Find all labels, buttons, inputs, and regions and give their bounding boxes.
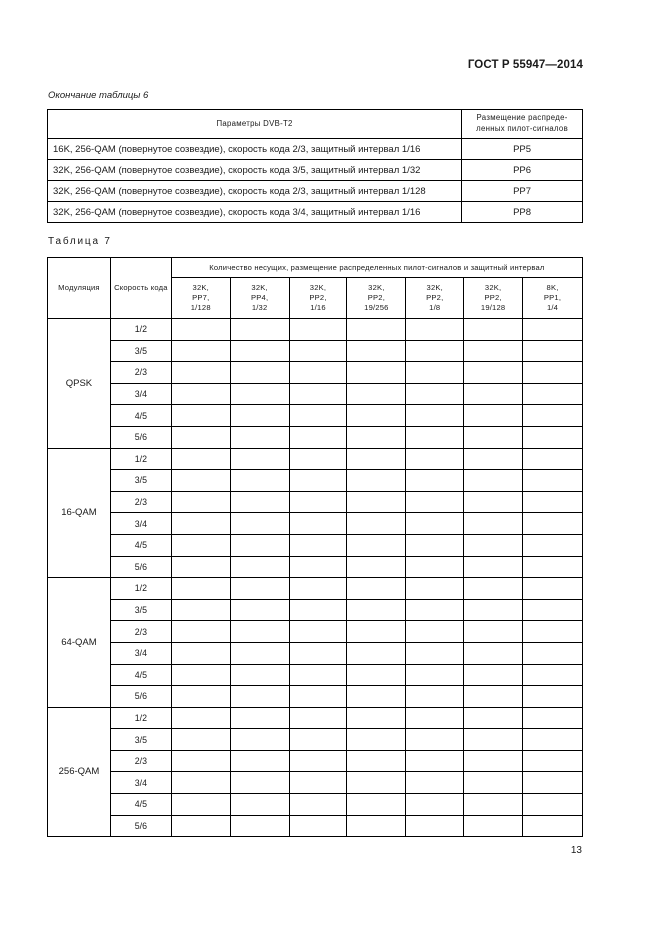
table-row xyxy=(48,578,583,600)
empty-cell xyxy=(171,534,230,556)
modulation-cell: 16-QAM xyxy=(48,448,111,578)
empty-cell xyxy=(406,405,464,427)
code-rate-cell: 3/5 xyxy=(110,470,171,492)
empty-cell xyxy=(406,772,464,794)
subheader-line: 32K, xyxy=(309,283,327,293)
table6-pilot-cell: PP8 xyxy=(462,202,583,223)
table6-header-params: Параметры DVB-T2 xyxy=(48,110,462,139)
empty-cell xyxy=(289,556,347,578)
empty-cell xyxy=(171,405,230,427)
empty-cell xyxy=(406,513,464,535)
empty-cell xyxy=(230,794,289,816)
subheader-line: 1/128 xyxy=(190,302,211,312)
code-rate-cell: 3/5 xyxy=(110,340,171,362)
empty-cell xyxy=(289,470,347,492)
code-rate-cell: 3/5 xyxy=(110,729,171,751)
table-row xyxy=(48,642,583,664)
table7-subheader xyxy=(523,278,583,319)
table6-header-pilot: Размещение распреде-ленных пилот-сигналов xyxy=(462,110,583,139)
code-rate-cell: 1/2 xyxy=(110,319,171,341)
empty-cell xyxy=(230,319,289,341)
empty-cell xyxy=(347,642,406,664)
empty-cell xyxy=(523,470,583,492)
empty-cell xyxy=(464,513,523,535)
table7-subheader xyxy=(230,278,289,319)
empty-cell xyxy=(464,448,523,470)
empty-cell xyxy=(464,426,523,448)
code-rate-cell: 2/3 xyxy=(110,491,171,513)
empty-cell xyxy=(406,556,464,578)
empty-cell xyxy=(523,534,583,556)
table-row xyxy=(48,707,583,729)
code-rate-cell: 5/6 xyxy=(110,686,171,708)
empty-cell xyxy=(171,815,230,837)
empty-cell xyxy=(289,599,347,621)
code-rate-cell: 5/6 xyxy=(110,556,171,578)
subheader-line: 1/32 xyxy=(251,302,268,312)
empty-cell xyxy=(230,340,289,362)
empty-cell xyxy=(171,686,230,708)
empty-cell xyxy=(347,513,406,535)
empty-cell xyxy=(347,815,406,837)
empty-cell xyxy=(230,448,289,470)
empty-cell xyxy=(289,642,347,664)
empty-cell xyxy=(464,621,523,643)
subheader-line: PP7, xyxy=(192,293,210,303)
code-rate-cell: 5/6 xyxy=(110,426,171,448)
empty-cell xyxy=(171,750,230,772)
empty-cell xyxy=(523,340,583,362)
modulation-cell: QPSK xyxy=(48,319,111,449)
empty-cell xyxy=(347,686,406,708)
empty-cell xyxy=(171,513,230,535)
empty-cell xyxy=(523,642,583,664)
empty-cell xyxy=(289,340,347,362)
code-rate-cell: 5/6 xyxy=(110,815,171,837)
empty-cell xyxy=(171,578,230,600)
empty-cell xyxy=(523,729,583,751)
table-row xyxy=(48,383,583,405)
empty-cell xyxy=(406,707,464,729)
empty-cell xyxy=(523,794,583,816)
table-row xyxy=(48,513,583,535)
empty-cell xyxy=(347,340,406,362)
empty-cell xyxy=(406,426,464,448)
document-code: ГОСТ Р 55947—2014 xyxy=(467,59,583,71)
empty-cell xyxy=(464,815,523,837)
table6-param-cell: 32K, 256-QAM (повернутое созвездие), скорость кода 2/3, защитный интервал 1/128 xyxy=(48,181,462,202)
code-rate-cell: 2/3 xyxy=(110,362,171,384)
empty-cell xyxy=(289,383,347,405)
code-rate-cell: 2/3 xyxy=(110,621,171,643)
empty-cell xyxy=(523,319,583,341)
subheader-line: 32K, xyxy=(484,283,502,293)
empty-cell xyxy=(289,513,347,535)
empty-cell xyxy=(464,772,523,794)
empty-cell xyxy=(171,729,230,751)
empty-cell xyxy=(171,599,230,621)
table-7 xyxy=(47,257,583,837)
empty-cell xyxy=(230,707,289,729)
empty-cell xyxy=(171,426,230,448)
empty-cell xyxy=(230,426,289,448)
table-row xyxy=(48,664,583,686)
table-row xyxy=(48,426,583,448)
empty-cell xyxy=(171,707,230,729)
table7-subheader xyxy=(347,278,406,319)
empty-cell xyxy=(406,794,464,816)
empty-cell xyxy=(230,599,289,621)
empty-cell xyxy=(523,383,583,405)
empty-cell xyxy=(406,319,464,341)
table7-header-group: Количество несущих, размещение распределенных пилот-сигналов и защитный интервал xyxy=(171,258,582,278)
empty-cell xyxy=(289,426,347,448)
empty-cell xyxy=(406,491,464,513)
empty-cell xyxy=(230,405,289,427)
empty-cell xyxy=(230,578,289,600)
empty-cell xyxy=(464,556,523,578)
empty-cell xyxy=(171,556,230,578)
empty-cell xyxy=(171,340,230,362)
subheader-line: 8K, xyxy=(546,283,559,293)
empty-cell xyxy=(171,448,230,470)
empty-cell xyxy=(289,794,347,816)
table6-pilot-cell: PP7 xyxy=(462,181,583,202)
empty-cell xyxy=(523,707,583,729)
empty-cell xyxy=(230,362,289,384)
table-row xyxy=(48,491,583,513)
table-row xyxy=(48,181,583,202)
subheader-line: PP2, xyxy=(367,293,385,303)
table6-pilot-cell: PP6 xyxy=(462,160,583,181)
code-rate-cell: 4/5 xyxy=(110,534,171,556)
empty-cell xyxy=(523,448,583,470)
table-row xyxy=(48,160,583,181)
empty-cell xyxy=(347,750,406,772)
table-6 xyxy=(47,109,583,223)
empty-cell xyxy=(464,686,523,708)
empty-cell xyxy=(347,491,406,513)
empty-cell xyxy=(347,426,406,448)
empty-cell xyxy=(347,362,406,384)
table6-pilot-cell: PP5 xyxy=(462,139,583,160)
table-row xyxy=(48,815,583,837)
empty-cell xyxy=(347,794,406,816)
empty-cell xyxy=(523,405,583,427)
empty-cell xyxy=(406,448,464,470)
empty-cell xyxy=(464,491,523,513)
subheader-line: 32K, xyxy=(426,283,443,293)
table7-subheader xyxy=(171,278,230,319)
empty-cell xyxy=(347,470,406,492)
subheader-line: 1/4 xyxy=(546,302,559,312)
table-row xyxy=(48,448,583,470)
empty-cell xyxy=(464,578,523,600)
empty-cell xyxy=(230,815,289,837)
empty-cell xyxy=(171,621,230,643)
empty-cell xyxy=(523,426,583,448)
empty-cell xyxy=(406,578,464,600)
table-row xyxy=(48,470,583,492)
table-row xyxy=(48,621,583,643)
empty-cell xyxy=(347,772,406,794)
empty-cell xyxy=(347,383,406,405)
empty-cell xyxy=(171,772,230,794)
empty-cell xyxy=(406,815,464,837)
empty-cell xyxy=(523,750,583,772)
empty-cell xyxy=(171,642,230,664)
empty-cell xyxy=(406,642,464,664)
empty-cell xyxy=(289,772,347,794)
empty-cell xyxy=(230,772,289,794)
empty-cell xyxy=(464,319,523,341)
code-rate-cell: 4/5 xyxy=(110,405,171,427)
subheader-line: PP2, xyxy=(426,293,444,303)
table7-subheader xyxy=(289,278,347,319)
empty-cell xyxy=(464,664,523,686)
empty-cell xyxy=(347,707,406,729)
empty-cell xyxy=(464,405,523,427)
empty-cell xyxy=(289,319,347,341)
empty-cell xyxy=(289,729,347,751)
empty-cell xyxy=(171,491,230,513)
empty-cell xyxy=(171,319,230,341)
table7-caption: Таблица 7 xyxy=(48,236,112,247)
empty-cell xyxy=(523,772,583,794)
empty-cell xyxy=(523,664,583,686)
empty-cell xyxy=(347,319,406,341)
code-rate-cell: 1/2 xyxy=(110,448,171,470)
empty-cell xyxy=(464,642,523,664)
empty-cell xyxy=(406,729,464,751)
empty-cell xyxy=(406,362,464,384)
code-rate-cell: 1/2 xyxy=(110,578,171,600)
empty-cell xyxy=(347,578,406,600)
empty-cell xyxy=(406,340,464,362)
empty-cell xyxy=(347,664,406,686)
table-row xyxy=(48,534,583,556)
empty-cell xyxy=(289,621,347,643)
subheader-line: PP2, xyxy=(309,293,327,303)
subheader-line: PP4, xyxy=(251,293,269,303)
empty-cell xyxy=(230,750,289,772)
empty-cell xyxy=(523,556,583,578)
subheader-line: 32K, xyxy=(192,283,209,293)
empty-cell xyxy=(230,556,289,578)
table-row xyxy=(48,202,583,223)
table-row xyxy=(48,405,583,427)
empty-cell xyxy=(347,729,406,751)
empty-cell xyxy=(464,707,523,729)
empty-cell xyxy=(464,534,523,556)
code-rate-cell: 4/5 xyxy=(110,794,171,816)
modulation-cell: 64-QAM xyxy=(48,578,111,708)
empty-cell xyxy=(406,750,464,772)
empty-cell xyxy=(523,599,583,621)
code-rate-cell: 3/4 xyxy=(110,642,171,664)
empty-cell xyxy=(230,686,289,708)
subheader-line: 19/128 xyxy=(480,302,506,312)
empty-cell xyxy=(289,750,347,772)
empty-cell xyxy=(347,534,406,556)
table7-header-code-rate: Скорость кода xyxy=(110,258,171,319)
subheader-line: 32K, xyxy=(368,283,385,293)
empty-cell xyxy=(230,534,289,556)
table-row xyxy=(48,556,583,578)
table-row xyxy=(48,729,583,751)
empty-cell xyxy=(289,664,347,686)
empty-cell xyxy=(171,794,230,816)
table-row xyxy=(48,599,583,621)
empty-cell xyxy=(523,491,583,513)
empty-cell xyxy=(347,599,406,621)
table6-param-cell: 32K, 256-QAM (повернутое созвездие), скорость кода 3/5, защитный интервал 1/32 xyxy=(48,160,462,181)
empty-cell xyxy=(171,362,230,384)
table7-subheader xyxy=(406,278,464,319)
subheader-line: 1/16 xyxy=(310,302,326,312)
empty-cell xyxy=(464,470,523,492)
code-rate-cell: 3/4 xyxy=(110,383,171,405)
table7-header-modulation: Модуляция xyxy=(48,258,111,319)
empty-cell xyxy=(289,707,347,729)
subheader-line: PP1, xyxy=(543,293,562,303)
empty-cell xyxy=(289,362,347,384)
empty-cell xyxy=(464,794,523,816)
empty-cell xyxy=(289,448,347,470)
code-rate-cell: 3/5 xyxy=(110,599,171,621)
empty-cell xyxy=(230,729,289,751)
empty-cell xyxy=(464,729,523,751)
code-rate-cell: 4/5 xyxy=(110,664,171,686)
empty-cell xyxy=(523,513,583,535)
empty-cell xyxy=(289,815,347,837)
code-rate-cell: 2/3 xyxy=(110,750,171,772)
table6-param-cell: 32K, 256-QAM (повернутое созвездие), скорость кода 3/4, защитный интервал 1/16 xyxy=(48,202,462,223)
empty-cell xyxy=(406,534,464,556)
table-row xyxy=(48,750,583,772)
empty-cell xyxy=(464,362,523,384)
empty-cell xyxy=(464,383,523,405)
code-rate-cell: 3/4 xyxy=(110,513,171,535)
empty-cell xyxy=(464,750,523,772)
modulation-cell: 256-QAM xyxy=(48,707,111,837)
empty-cell xyxy=(230,383,289,405)
empty-cell xyxy=(230,470,289,492)
table-row xyxy=(48,772,583,794)
table-row xyxy=(48,139,583,160)
empty-cell xyxy=(347,405,406,427)
table-row xyxy=(48,794,583,816)
empty-cell xyxy=(230,642,289,664)
empty-cell xyxy=(406,470,464,492)
subheader-line: 1/8 xyxy=(429,302,441,312)
empty-cell xyxy=(464,340,523,362)
empty-cell xyxy=(406,599,464,621)
empty-cell xyxy=(230,513,289,535)
empty-cell xyxy=(289,534,347,556)
subheader-line: 32K, xyxy=(251,283,268,293)
empty-cell xyxy=(230,621,289,643)
empty-cell xyxy=(289,686,347,708)
empty-cell xyxy=(230,491,289,513)
table-row xyxy=(48,340,583,362)
empty-cell xyxy=(523,621,583,643)
subheader-line: 19/256 xyxy=(364,302,389,312)
table-row xyxy=(48,686,583,708)
empty-cell xyxy=(230,664,289,686)
empty-cell xyxy=(347,448,406,470)
code-rate-cell: 3/4 xyxy=(110,772,171,794)
empty-cell xyxy=(347,621,406,643)
empty-cell xyxy=(171,470,230,492)
empty-cell xyxy=(289,491,347,513)
empty-cell xyxy=(347,556,406,578)
table-row xyxy=(48,319,583,341)
code-rate-cell: 1/2 xyxy=(110,707,171,729)
table6-param-cell: 16K, 256-QAM (повернутое созвездие), скорость кода 2/3, защитный интервал 1/16 xyxy=(48,139,462,160)
empty-cell xyxy=(523,815,583,837)
empty-cell xyxy=(171,664,230,686)
empty-cell xyxy=(406,383,464,405)
empty-cell xyxy=(406,664,464,686)
empty-cell xyxy=(406,621,464,643)
empty-cell xyxy=(523,686,583,708)
page-number: 13 xyxy=(570,845,582,856)
empty-cell xyxy=(406,686,464,708)
table7-subheader xyxy=(464,278,523,319)
table6-caption: Окончание таблицы 6 xyxy=(48,90,149,101)
empty-cell xyxy=(289,578,347,600)
empty-cell xyxy=(171,383,230,405)
empty-cell xyxy=(289,405,347,427)
subheader-line: PP2, xyxy=(484,293,502,303)
empty-cell xyxy=(523,578,583,600)
table-row xyxy=(48,362,583,384)
empty-cell xyxy=(523,362,583,384)
empty-cell xyxy=(464,599,523,621)
